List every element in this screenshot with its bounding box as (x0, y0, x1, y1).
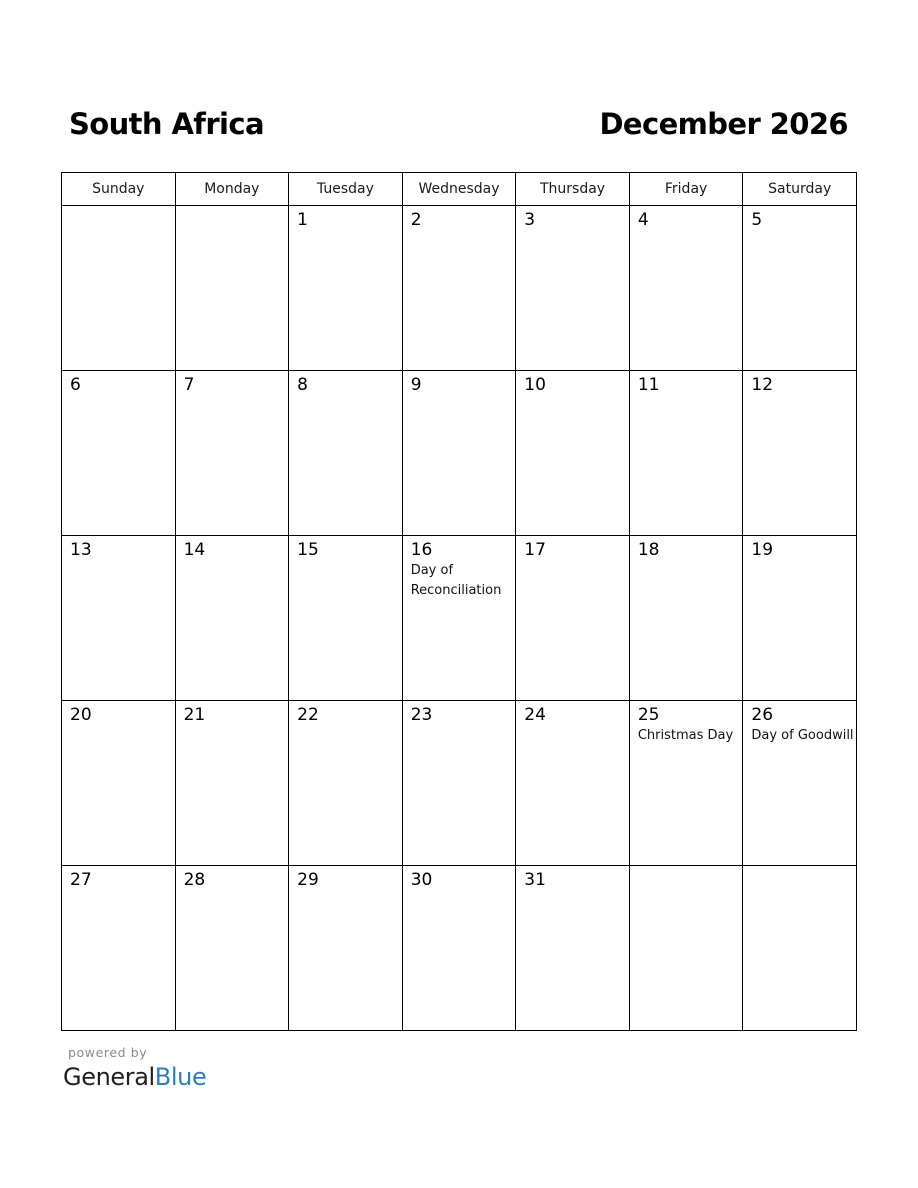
day-number (630, 866, 743, 870)
day-cell (743, 701, 857, 866)
day-number: 7 (183, 375, 195, 395)
day-number: 31 (524, 870, 546, 890)
day-number: 26 (751, 705, 774, 725)
day-number: 12 (751, 375, 774, 395)
weekday-header: Saturday (743, 173, 857, 206)
day-cell (289, 866, 403, 1031)
day-cell (402, 866, 516, 1031)
day-cell (516, 371, 630, 536)
day-number: 10 (524, 375, 546, 395)
weekday-header: Friday (629, 173, 743, 206)
day-number: 28 (183, 870, 206, 890)
week-row (62, 701, 857, 866)
day-number: 13 (70, 540, 92, 560)
month-year-title: December 2026 (599, 107, 848, 141)
footer-branding (63, 1045, 206, 1092)
day-number: 8 (297, 375, 308, 395)
logo-text-general: General (63, 1063, 155, 1091)
day-cell (62, 206, 176, 371)
holiday-label: Day of Reconciliation (410, 563, 502, 598)
day-cell (629, 701, 743, 866)
day-cell (62, 536, 176, 701)
day-cell (175, 206, 289, 371)
day-number: 20 (70, 705, 92, 725)
day-number: 15 (297, 540, 319, 560)
week-row (62, 866, 857, 1031)
weekday-header-row (62, 173, 857, 206)
day-cell (175, 866, 289, 1031)
week-row (62, 536, 857, 701)
day-cell (175, 371, 289, 536)
day-cell (743, 371, 857, 536)
day-cell (629, 371, 743, 536)
logo-text-blue: Blue (154, 1063, 207, 1091)
day-number: 16 (410, 540, 433, 560)
day-cell (629, 536, 743, 701)
day-cell (62, 371, 176, 536)
day-cell (743, 536, 857, 701)
country-title: South Africa (69, 107, 264, 141)
day-number: 30 (410, 870, 433, 890)
weekday-header: Thursday (516, 173, 630, 206)
day-number: 25 (637, 705, 660, 725)
day-cell (516, 701, 630, 866)
day-number (176, 206, 289, 210)
day-cell (629, 866, 743, 1031)
calendar-header (69, 104, 848, 148)
day-cell (402, 206, 516, 371)
day-number: 14 (183, 540, 206, 560)
day-number (743, 866, 856, 870)
day-number: 4 (637, 210, 649, 230)
holiday-label: Christmas Day (637, 728, 734, 743)
day-number: 11 (637, 375, 660, 395)
day-number: 27 (70, 870, 92, 890)
day-number: 24 (524, 705, 546, 725)
day-cell (175, 701, 289, 866)
day-cell (516, 206, 630, 371)
generalblue-logo[interactable] (63, 1062, 206, 1092)
day-number: 22 (297, 705, 319, 725)
day-number: 2 (410, 210, 422, 230)
day-number: 1 (297, 210, 308, 230)
day-number: 5 (751, 210, 763, 230)
day-cell (289, 701, 403, 866)
day-number: 19 (751, 540, 774, 560)
weekday-header: Monday (175, 173, 289, 206)
week-row (62, 371, 857, 536)
day-cell (62, 701, 176, 866)
day-number: 9 (410, 375, 422, 395)
day-cell (402, 371, 516, 536)
week-row (62, 206, 857, 371)
holiday-label: Day of Goodwill (751, 728, 854, 743)
day-cell (62, 866, 176, 1031)
weekday-header: Sunday (62, 173, 176, 206)
day-number: 6 (70, 375, 81, 395)
day-cell (289, 206, 403, 371)
day-cell (402, 536, 516, 701)
powered-by-text: powered by (68, 1045, 148, 1060)
day-cell (516, 866, 630, 1031)
day-cell (402, 701, 516, 866)
day-cell (175, 536, 289, 701)
day-cell (289, 371, 403, 536)
day-number: 21 (183, 705, 206, 725)
day-number: 17 (524, 540, 546, 560)
weekday-header: Tuesday (289, 173, 403, 206)
day-cell (743, 206, 857, 371)
day-number: 3 (524, 210, 536, 230)
day-number: 23 (410, 705, 433, 725)
day-cell (743, 866, 857, 1031)
day-number: 18 (637, 540, 660, 560)
day-number: 29 (297, 870, 319, 890)
day-cell (629, 206, 743, 371)
day-cell (289, 536, 403, 701)
day-cell (516, 536, 630, 701)
weekday-header: Wednesday (402, 173, 516, 206)
month-calendar-grid (61, 172, 857, 1031)
day-number (62, 206, 175, 210)
